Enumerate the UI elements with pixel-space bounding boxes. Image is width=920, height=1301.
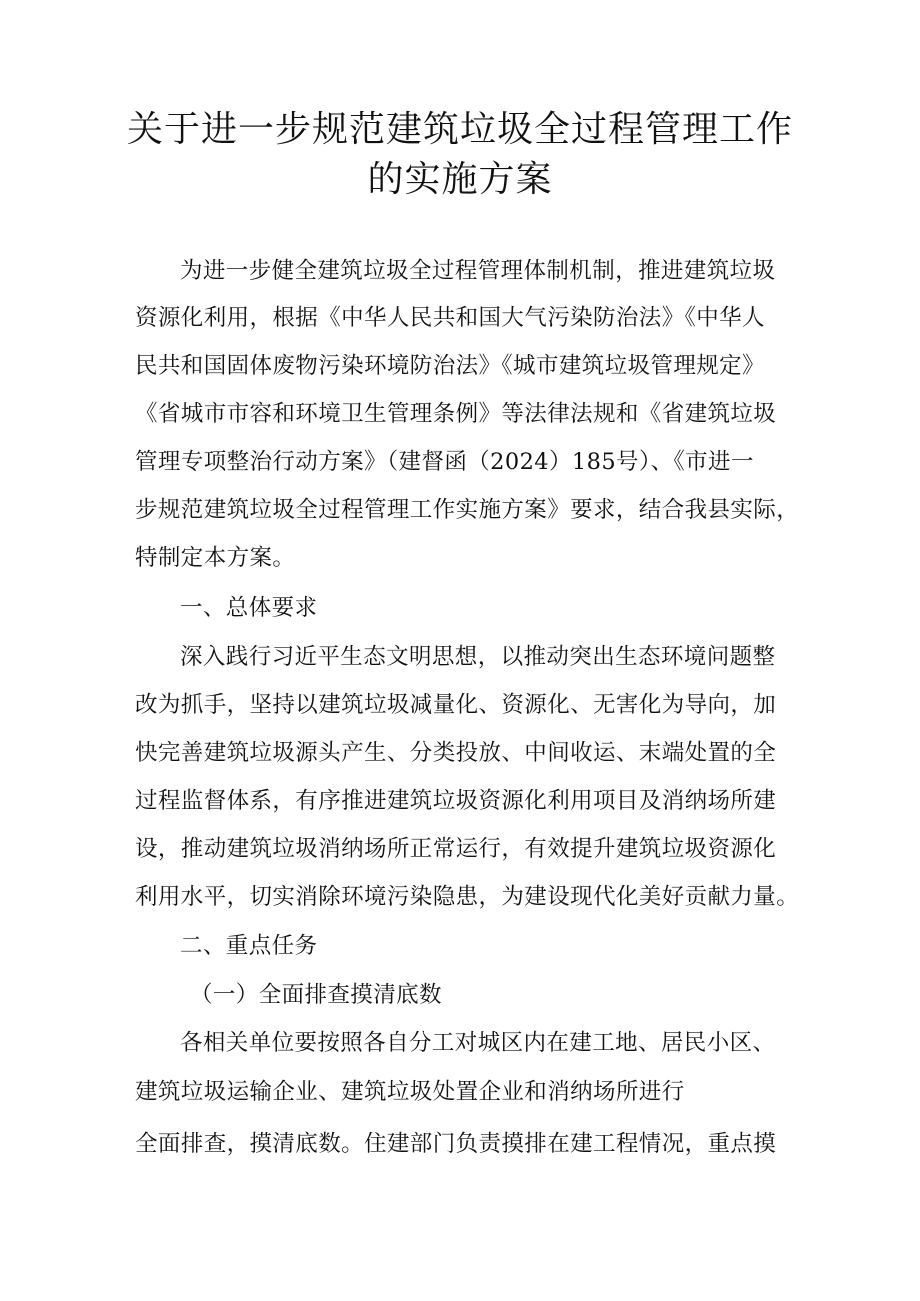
subsection1-line: 全面排查，摸清底数。住建部门负责摸排在建工程情况，重点摸: [135, 1131, 777, 1157]
section1-line: 过程监督体系，有序推进建筑垃圾资源化利用项目及消纳场所建: [135, 788, 777, 814]
subsection1-line: 各相关单位要按照各自分工对城区内在建工地、居民小区、: [180, 1030, 776, 1056]
document-title-line-1: 关于进一步规范建筑垃圾全过程管理工作: [126, 109, 793, 150]
section1-line: 利用水平，切实消除环境污染隐患，为建设现代化美好贡献力量。: [135, 884, 800, 910]
section1-line: 深入践行习近平生态文明思想，以推动突出生态环境问题整: [180, 644, 776, 670]
section1-line: 快完善建筑垃圾源头产生、分类投放、中间收运、末端处置的全: [135, 740, 777, 766]
section1-line: 改为抓手，坚持以建筑垃圾减量化、资源化、无害化为导向，加: [135, 692, 777, 718]
intro-line: 资源化利用，根据《中华人民共和国大气污染防治法》《中华人: [135, 305, 765, 331]
section-heading-overall-requirements: 一、总体要求: [180, 595, 318, 621]
subsection-heading-survey: （一）全面排查摸清底数: [190, 982, 442, 1008]
intro-line: 为进一步健全建筑垃圾全过程管理体制机制，推进建筑垃圾: [180, 258, 776, 284]
intro-line: 《省城市市容和环境卫生管理条例》等法律法规和《省建筑垃圾: [135, 401, 777, 427]
subsection1-line: 建筑垃圾运输企业、建筑垃圾处置企业和消纳场所进行: [135, 1079, 685, 1105]
intro-line: 管理专项整治行动方案》（建督函（2024）185号）、《市进一: [135, 449, 754, 475]
section1-line: 设，推动建筑垃圾消纳场所正常运行，有效提升建筑垃圾资源化: [135, 836, 777, 862]
intro-line: 步规范建筑垃圾全过程管理工作实施方案》要求，结合我县实际，: [135, 497, 800, 523]
section-heading-key-tasks: 二、重点任务: [180, 933, 318, 959]
intro-line: 民共和国固体废物污染环境防治法》《城市建筑垃圾管理规定》: [135, 353, 765, 379]
document-title-line-2: 的实施方案: [367, 159, 553, 200]
intro-line: 特制定本方案。: [135, 545, 296, 571]
